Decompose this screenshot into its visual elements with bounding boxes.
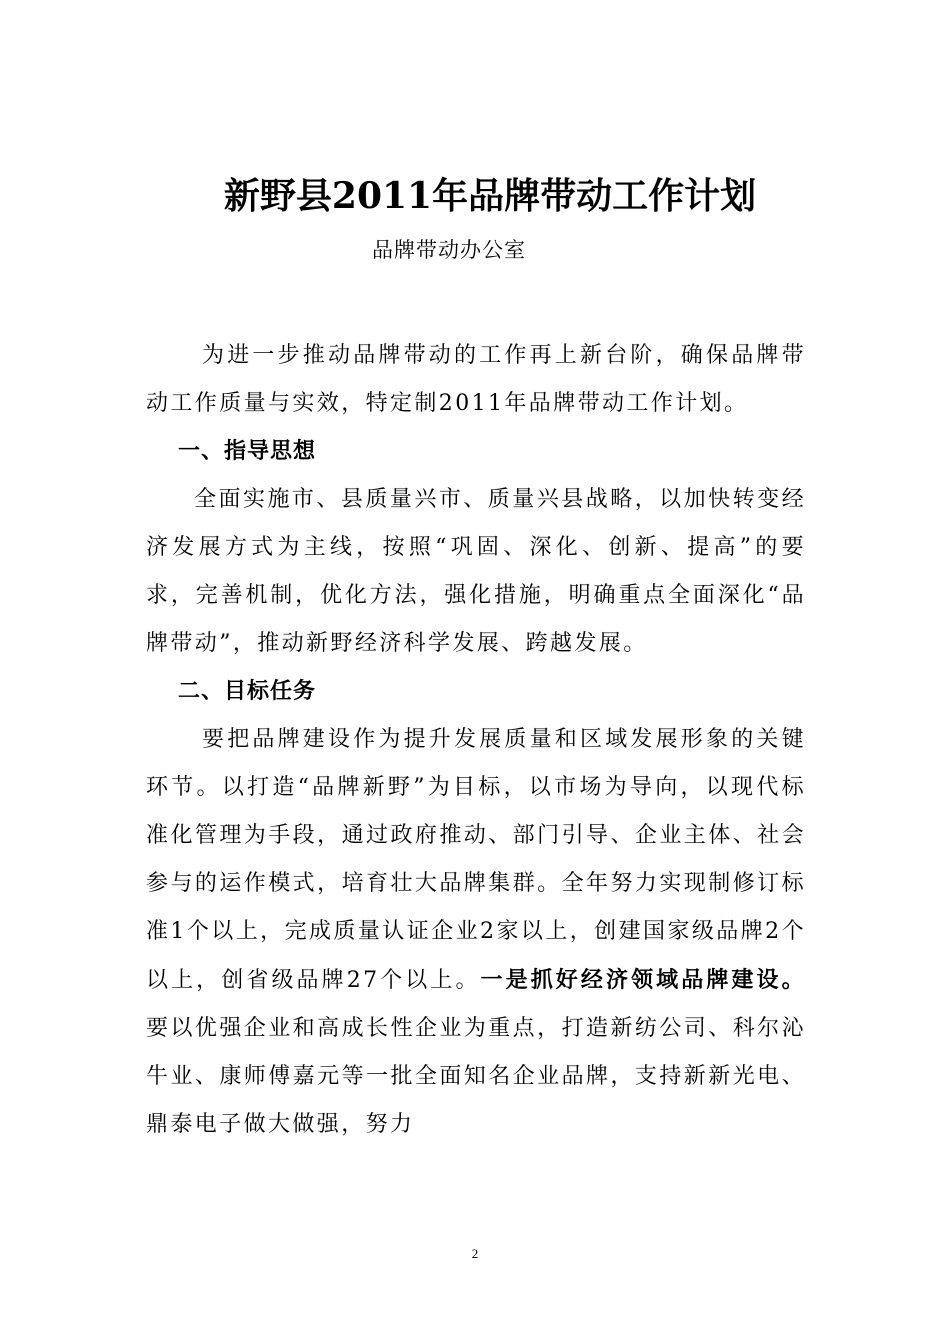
goals-paragraph [146, 716, 806, 1149]
goals-text-part1: 要把品牌建设作为提升发展质量和区域发展形象的关键环节。以打造“品牌新野”为目标，以市场为导向，以现代标准化管理为手段，通过政府推动、部门引导、企业主体、社会参与的运作模式，培育壮大品牌集群。全年努力实现制修订标准1个以上，完成质量认证企业2家以上，创建国家级品牌2个以上，创省级品牌27个以上。 [146, 727, 806, 993]
goals-bold-emphasis: 一是抓好经济领域品牌建设。 [480, 967, 806, 993]
section-heading-goals: 二、目标任务 [178, 679, 317, 704]
document-subtitle: 品牌带动办公室 [372, 238, 526, 262]
intro-paragraph: 为进一步推动品牌带动的工作再上新台阶，确保品牌带动工作质量与实效，特定制2011年品牌带动工作计划。 [146, 343, 806, 416]
document-title: 新野县2011年品牌带动工作计划 [223, 175, 757, 217]
goals-text-part2: 要以优强企业和高成长性企业为重点，打造新纺公司、科尔沁牛业、康师傅嘉元等一批全面知名企业品牌，支持新新光电、鼎泰电子做大做强，努力 [146, 1016, 806, 1137]
page-number: 2 [471, 1246, 479, 1261]
section-heading-guiding-thought: 一、指导思想 [178, 439, 317, 464]
guiding-thought-paragraph: 全面实施市、县质量兴市、质量兴县战略，以加快转变经济发展方式为主线，按照“巩固、深化、创新、提高”的要求，完善机制，优化方法，强化措施，明确重点全面深化“品牌带动”，推动新野经济科学发展、跨越发展。 [146, 487, 806, 656]
document-body [146, 332, 806, 1149]
